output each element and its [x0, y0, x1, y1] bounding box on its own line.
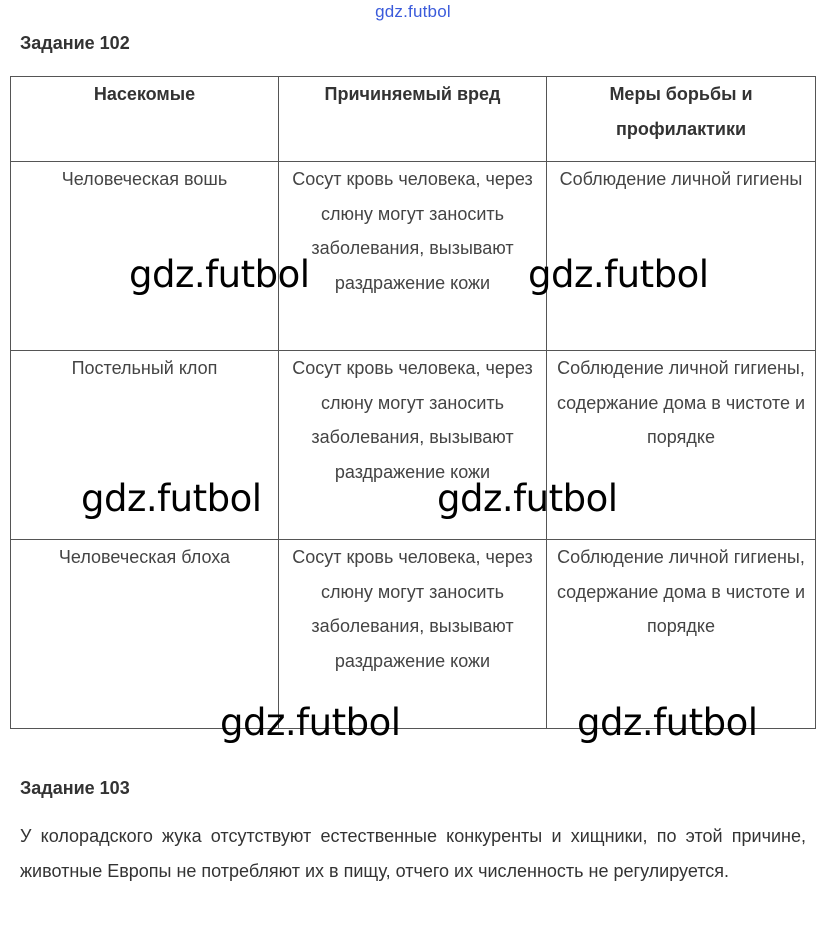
cell-measures: Соблюдение личной гигиены, содержание дома в чистоте и порядке [547, 351, 816, 540]
watermark-text: gdz.futbol [577, 701, 758, 744]
task-103-title: Задание 103 [20, 778, 130, 798]
task-103-text: У колорадского жука отсутствуют естественные конкуренты и хищники, по этой причине, животные Европы не потребляют их в пищу, отчего их численность не регулируется. [20, 826, 806, 881]
site-watermark-link: gdz.futbol [375, 2, 451, 21]
cell-measures: Соблюдение личной гигиены, содержание дома в чистоте и порядке [547, 540, 816, 729]
header-insects: Насекомые [11, 77, 279, 162]
cell-harm: Сосут кровь человека, через слюну могут заносить заболевания, вызывают раздражение кожи [279, 351, 547, 540]
table-header-row [11, 77, 816, 162]
watermark-text: gdz.futbol [528, 253, 709, 296]
header-measures: Меры борьбы и профилактики [547, 77, 816, 162]
header-harm: Причиняемый вред [279, 77, 547, 162]
cell-harm: Сосут кровь человека, через слюну могут заносить заболевания, вызывают раздражение кожи [279, 162, 547, 351]
watermark-text: gdz.futbol [220, 701, 401, 744]
watermark-text: gdz.futbol [81, 477, 262, 520]
cell-insect: Постельный клоп [11, 351, 279, 540]
insects-table [10, 76, 816, 729]
cell-insect: Человеческая блоха [11, 540, 279, 729]
watermark-text: gdz.futbol [437, 477, 618, 520]
cell-harm: Сосут кровь человека, через слюну могут заносить заболевания, вызывают раздражение кожи [279, 540, 547, 729]
watermark-text: gdz.futbol [129, 253, 310, 296]
task-102-title: Задание 102 [20, 33, 130, 53]
cell-insect: Человеческая вошь [11, 162, 279, 351]
cell-measures: Соблюдение личной гигиены [547, 162, 816, 351]
